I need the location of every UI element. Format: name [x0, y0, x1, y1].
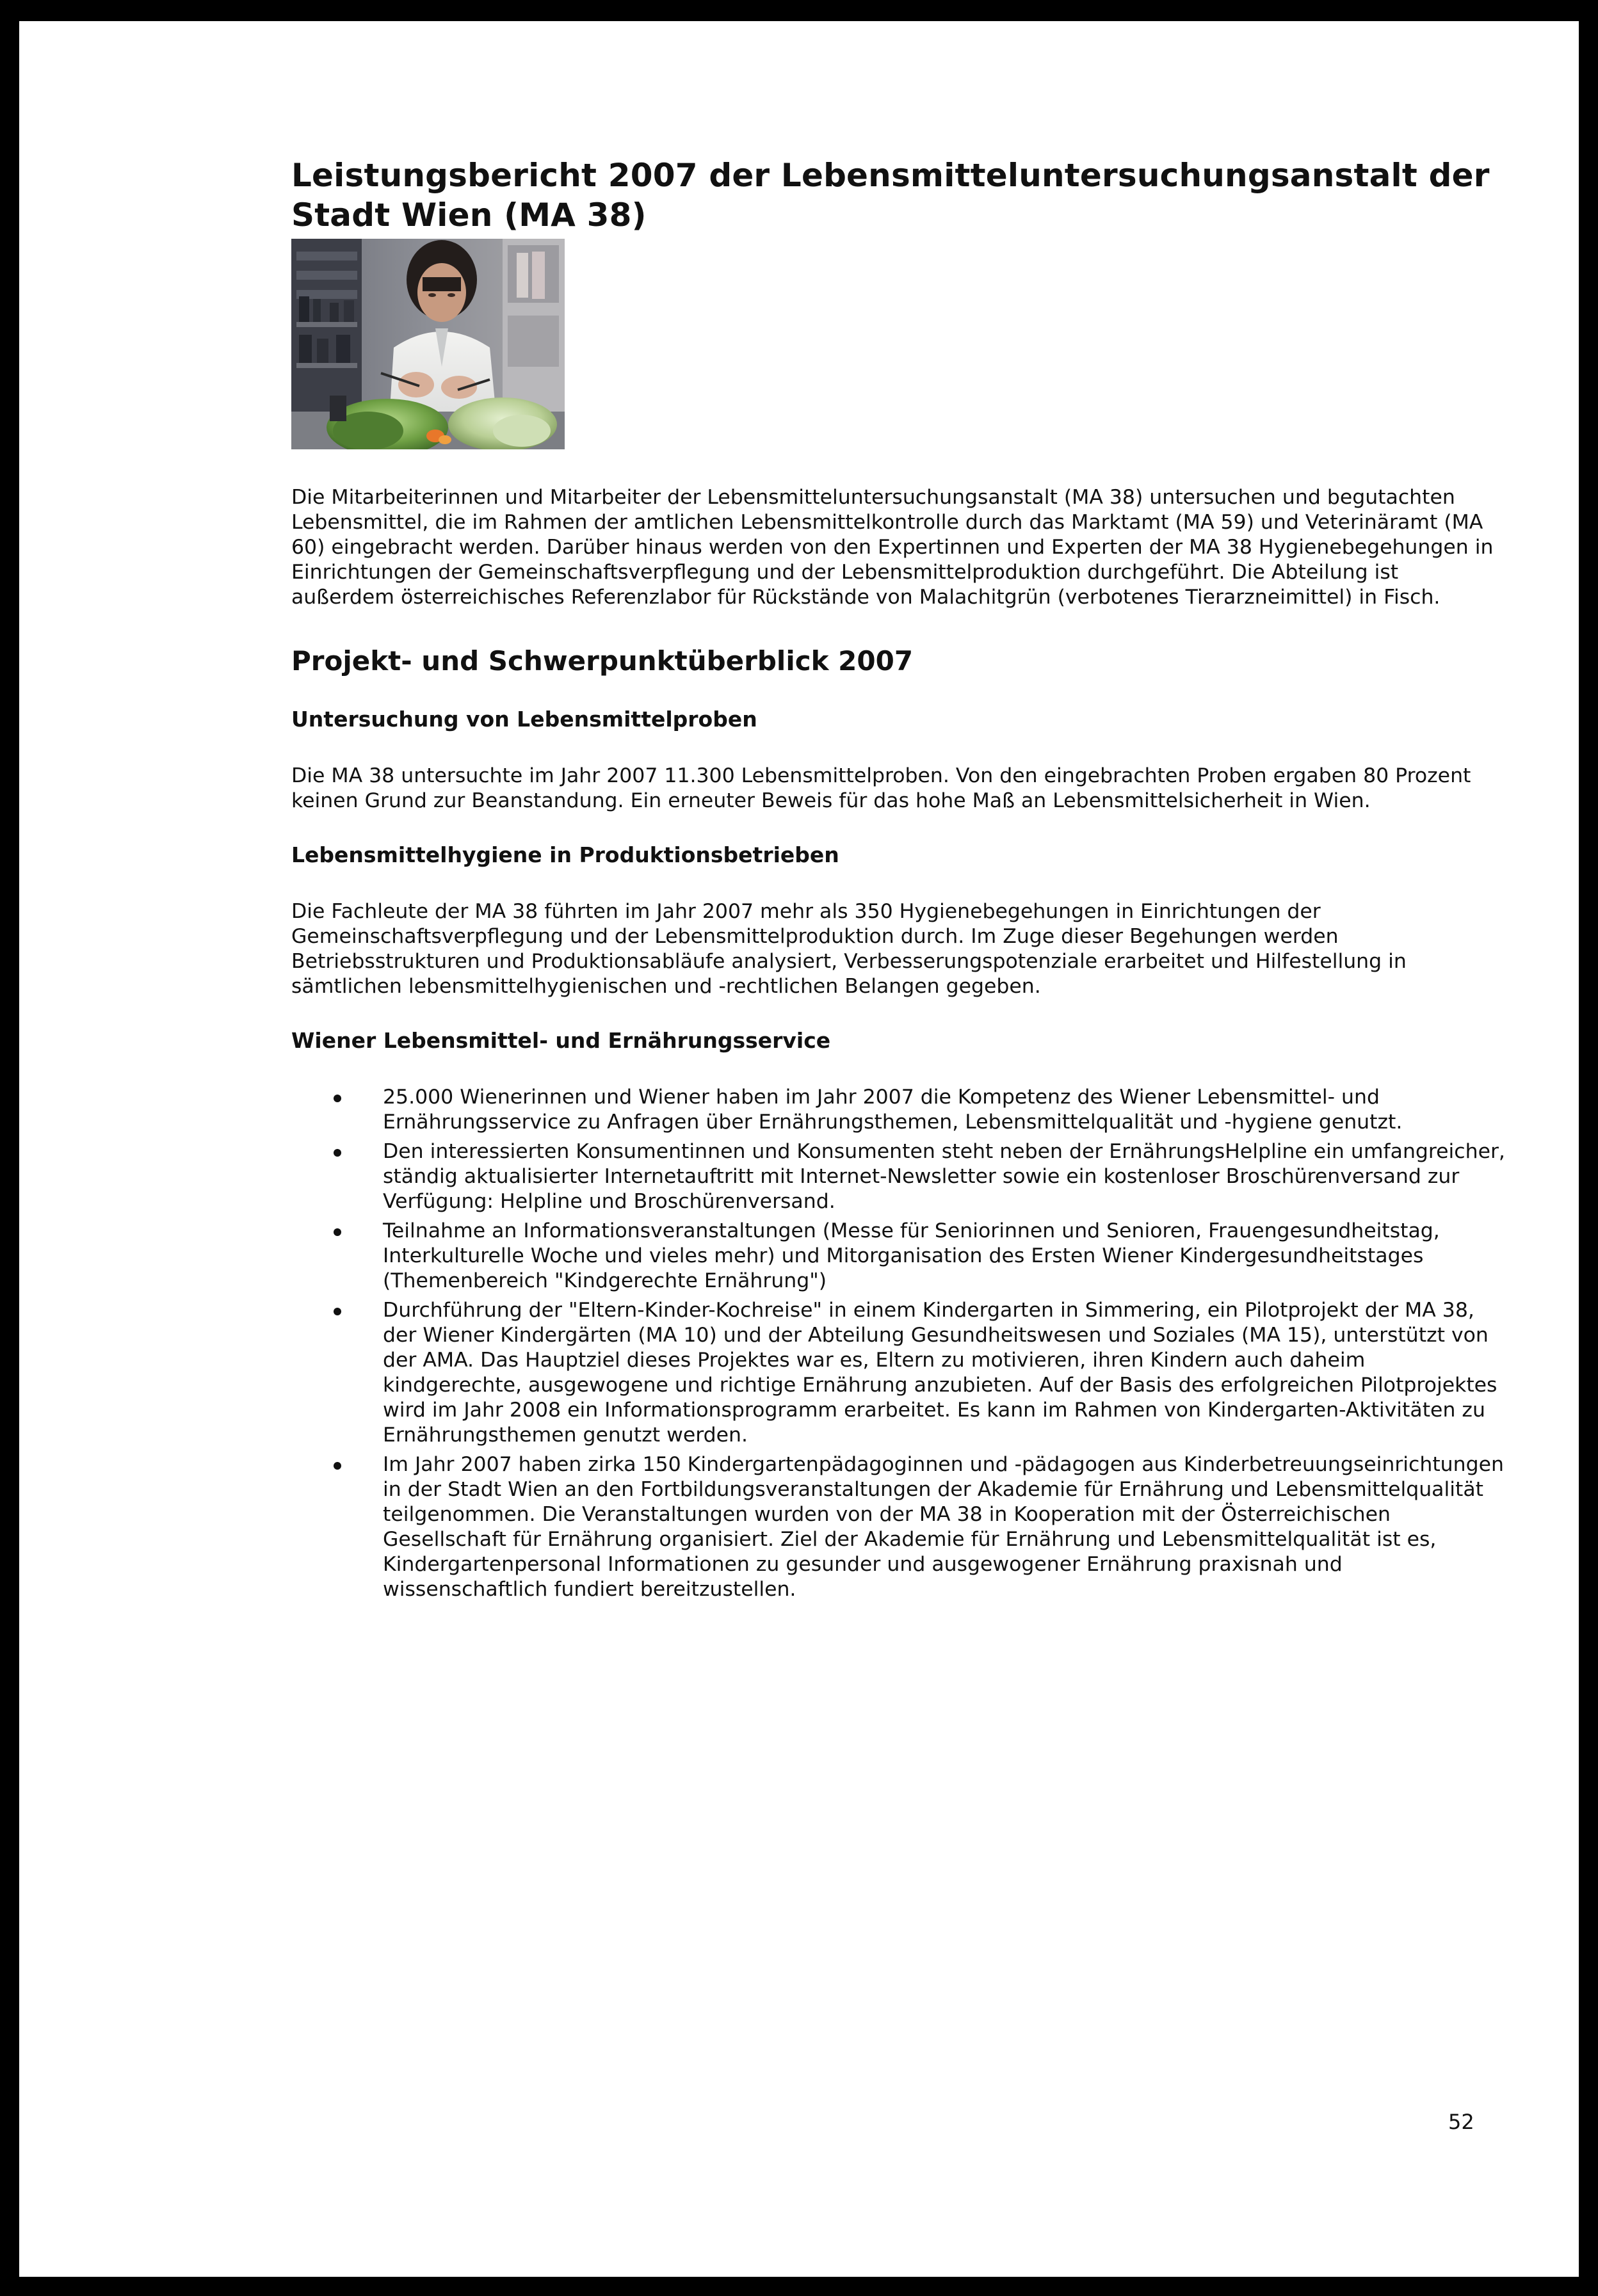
lab-photo: [291, 239, 565, 449]
bullet-icon: [334, 1308, 341, 1315]
list-item-text: Teilnahme an Informationsveranstaltungen (Messe für Seniorinnen und Senioren, Frauengesundheitstag, Interkulturelle Woche und vieles mehr) und Mitorganisation des Ersten Wiener Kindergesundheitstages (Themenbereich "Kindgerechte Ernährung"): [383, 1219, 1440, 1292]
list-item: [291, 1298, 1508, 1448]
list-item: [291, 1219, 1508, 1294]
list-item-text: Den interessierten Konsumentinnen und Konsumenten steht neben der ErnährungsHelpline ein umfangreicher, ständig aktualisierter Internetauftritt mit Internet-Newsletter sowie ein kostenloser Broschürenversand zur Verfügung: Helpline und Broschürenversand.: [383, 1140, 1505, 1213]
section-text-food-hygiene: Die Fachleute der MA 38 führten im Jahr 2007 mehr als 350 Hygienebegehungen in Einrichtungen der Gemeinschaftsverpflegung und der Lebensmittelproduktion durch. Im Zuge dieser Begehungen werden Betriebsstrukturen und Produktionsabläufe analysiert, Verbesserungspotenziale erarbeitet und Hilfestellung in sämtlichen lebensmittelhygienischen und -rechtlichen Belangen gegeben.: [291, 900, 1407, 998]
nutrition-service-list: [291, 1085, 1508, 1602]
list-item: [291, 1085, 1508, 1135]
bullet-icon: [334, 1462, 341, 1470]
bullet-icon: [334, 1095, 341, 1102]
list-item: [291, 1452, 1508, 1602]
list-item: [291, 1139, 1508, 1214]
section-heading-food-hygiene: Lebensmittelhygiene in Produktionsbetrieben: [291, 842, 839, 867]
section-text-food-samples: Die MA 38 untersuchte im Jahr 2007 11.300 Lebensmittelproben. Von den eingebrachten Proben ergaben 80 Prozent keinen Grund zur Beanstandung. Ein erneuter Beweis für das hohe Maß an Lebensmittelsicherheit in Wien.: [291, 764, 1471, 812]
bullet-icon: [334, 1149, 341, 1157]
overview-heading: Projekt- und Schwerpunktüberblick 2007: [291, 645, 914, 677]
list-item-text: Durchführung der "Eltern-Kinder-Kochreise" in einem Kindergarten in Simmering, ein Pilotprojekt der MA 38, der Wiener Kindergärten (MA 10) und der Abteilung Gesundheitswesen und Soziales (MA 15), unterstützt von der AMA. Das Hauptziel dieses Projektes war es, Eltern zu motivieren, ihren Kindern auch daheim kindgerechte, ausgewogene und richtige Ernährung anzubieten. Auf der Basis des erfolgreichen Pilotprojektes wird im Jahr 2008 ein Informationsprogramm erarbeitet. Es kann im Rahmen von Kindergarten-Aktivitäten zu Ernährungsthemen genutzt werden.: [383, 1299, 1497, 1447]
intro-paragraph: Die Mitarbeiterinnen und Mitarbeiter der Lebensmitteluntersuchungsanstalt (MA 38) untersuchen und begutachten Lebensmittel, die im Rahmen der amtlichen Lebensmittelkontrolle durch das Marktamt (MA 59) und Veterinäramt (MA 60) eingebracht werden. Darüber hinaus werden von den Expertinnen und Experten der MA 38 Hygienebegehungen in Einrichtungen der Gemeinschaftsverpflegung und der Lebensmittelproduktion durchgeführt. Die Abteilung ist außerdem österreichisches Referenzlabor für Rückstände von Malachitgrün (verbotenes Tierarzneimittel) in Fisch.: [291, 486, 1494, 609]
page-title: Leistungsbericht 2007 der Lebensmitteluntersuchungsanstalt der Stadt Wien (MA 38): [291, 157, 1490, 234]
list-item-text: Im Jahr 2007 haben zirka 150 Kindergartenpädagoginnen und -pädagogen aus Kinderbetreuungseinrichtungen in der Stadt Wien an den Fortbildungsveranstaltungen der Akademie für Ernährung und Lebensmittelqualität teilgenommen. Die Veranstaltungen wurden von der MA 38 in Kooperation mit der Österreichischen Gesellschaft für Ernährung organisiert. Ziel der Akademie für Ernährung und Lebensmittelqualität ist es, Kindergartenpersonal Informationen zu gesunder und ausgewogener Ernährung praxisnah und wissenschaftlich fundiert bereitzustellen.: [383, 1453, 1504, 1601]
section-heading-nutrition-service: Wiener Lebensmittel- und Ernährungsservice: [291, 1028, 831, 1053]
document-page: [19, 21, 1579, 2277]
page-number: 52: [1448, 2110, 1474, 2134]
section-heading-food-samples: Untersuchung von Lebensmittelproben: [291, 707, 757, 732]
bullet-icon: [334, 1228, 341, 1236]
list-item-text: 25.000 Wienerinnen und Wiener haben im Jahr 2007 die Kompetenz des Wiener Lebensmittel- und Ernährungsservice zu Anfragen über Ernährungsthemen, Lebensmittelqualität und -hygiene genutzt.: [383, 1086, 1403, 1134]
page-content: [291, 156, 1508, 1607]
